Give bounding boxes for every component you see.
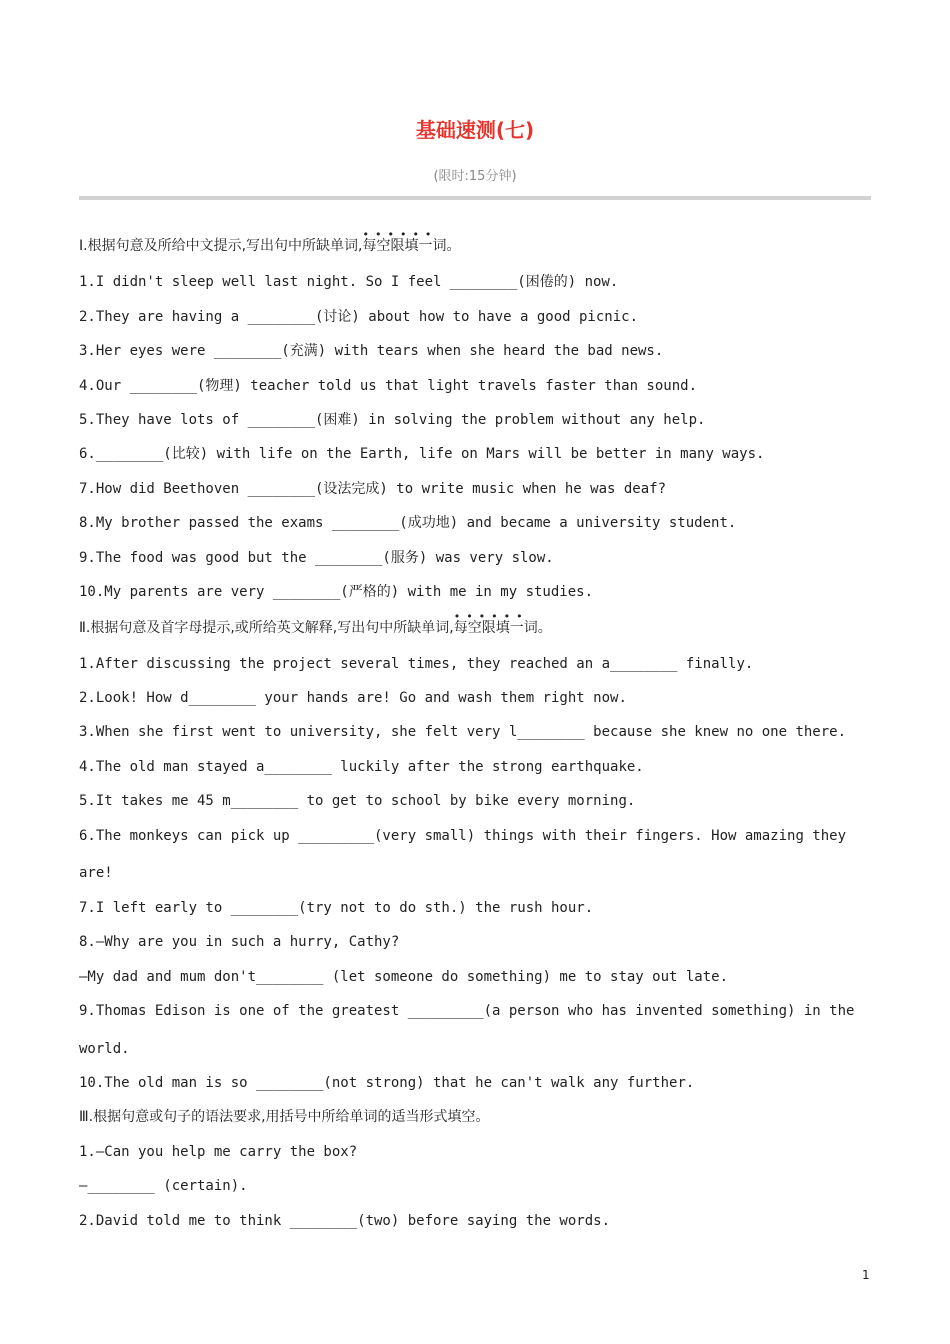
question-1-6: 6.________(比较) with life on the Earth, life on Mars will be better in many ways. — [79, 446, 765, 462]
question-1-9: 9.The food was good but the ________(服务) was very slow. — [79, 550, 554, 566]
section-2-heading: Ⅱ.根据句意及首字母提示,或所给英文解释,写出句中所缺单词, •••••• 每空限填一词。 — [79, 610, 552, 636]
question-1-5: 5.They have lots of ________(困难) in solving the problem without any help. — [79, 412, 706, 428]
header-divider — [79, 196, 871, 200]
question-2-1: 1.After discussing the project several times, they reached an a________ finally. — [79, 656, 754, 672]
emphasis-dots: •••••• — [362, 228, 438, 241]
page-number: 1 — [862, 1268, 870, 1282]
question-1-2: 2.They are having a ________(讨论) about how to have a good picnic. — [79, 309, 639, 325]
question-3-1-q: 1.—Can you help me carry the box? — [79, 1144, 358, 1160]
question-2-10: 10.The old man is so ________(not strong) that he can't walk any further. — [79, 1075, 695, 1091]
question-2-8-q: 8.—Why are you in such a hurry, Cathy? — [79, 934, 400, 950]
question-2-7: 7.I left early to ________(try not to do sth.) the rush hour. — [79, 900, 594, 916]
question-3-2: 2.David told me to think ________(two) before saying the words. — [79, 1213, 611, 1229]
question-2-9: 9.Thomas Edison is one of the greatest _________(a person who has invented something) in the — [79, 1003, 855, 1019]
question-2-8-a: —My dad and mum don't________ (let someone do something) me to stay out late. — [79, 969, 729, 985]
page-title: 基础速测(七) — [415, 118, 535, 142]
question-2-6-cont: are! — [79, 865, 113, 881]
section-1-heading: Ⅰ.根据句意及所给中文提示,写出句中所缺单词, •••••• 每空限填一词。 — [79, 228, 461, 254]
question-2-6: 6.The monkeys can pick up _________(very small) things with their fingers. How amazing they — [79, 828, 847, 844]
emphasis-dots: •••••• — [453, 610, 529, 623]
question-2-9-cont: world. — [79, 1041, 130, 1057]
question-1-8: 8.My brother passed the exams ________(成功地) and became a university student. — [79, 515, 737, 531]
section-3-heading: Ⅲ.根据句意或句子的语法要求,用括号中所给单词的适当形式填空。 — [79, 1109, 490, 1125]
time-limit: (限时:15分钟) — [433, 169, 517, 184]
question-1-4: 4.Our ________(物理) teacher told us that light travels faster than sound. — [79, 378, 698, 394]
question-2-4: 4.The old man stayed a________ luckily after the strong earthquake. — [79, 759, 644, 775]
question-2-5: 5.It takes me 45 m________ to get to school by bike every morning. — [79, 793, 636, 809]
question-3-1-a: —________ (certain). — [79, 1178, 248, 1194]
question-1-7: 7.How did Beethoven ________(设法完成) to write music when he was deaf? — [79, 481, 667, 497]
question-2-2: 2.Look! How d________ your hands are! Go and wash them right now. — [79, 690, 627, 706]
question-1-1: 1.I didn't sleep well last night. So I feel ________(困倦的) now. — [79, 274, 619, 290]
question-1-3: 3.Her eyes were ________(充满) with tears when she heard the bad news. — [79, 343, 664, 359]
question-2-3: 3.When she first went to university, she felt very l________ because she knew no one there. — [79, 724, 847, 740]
question-1-10: 10.My parents are very ________(严格的) with me in my studies. — [79, 584, 594, 600]
